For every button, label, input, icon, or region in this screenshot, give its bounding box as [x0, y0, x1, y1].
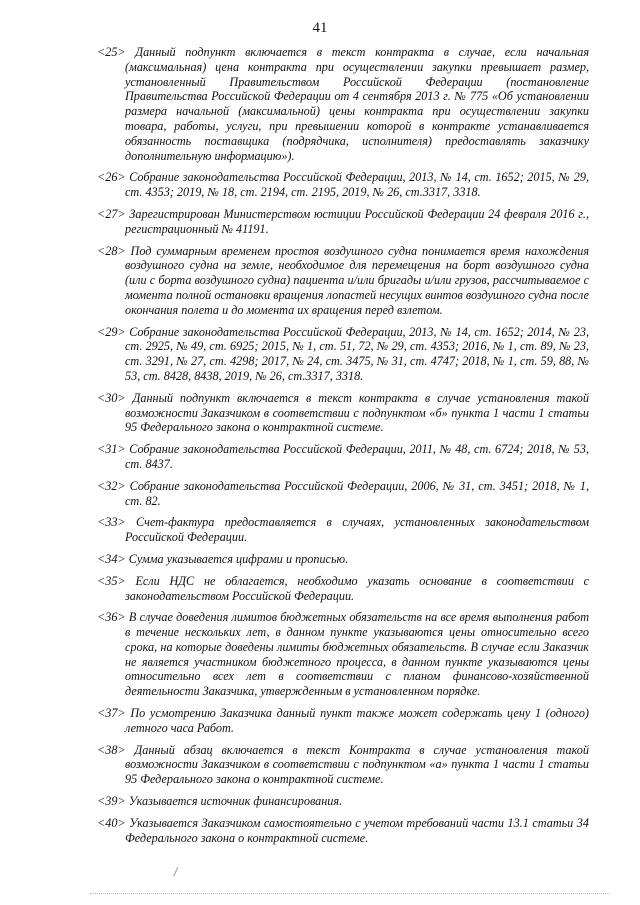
footnote-30 [97, 391, 589, 435]
footnote-34 [97, 552, 589, 567]
footnote-text: Данный подпункт включается в текст контракта в случае, если начальная (максимальная) цена контракта при осуществлении закупки превышает размер, установленный Правительством Российской Федерации (постановление Правительства Российской Федерации от 4 сентября 2013 г. № 775 «Об установлении размера начальной (максимальной) цены контракта при осуществлении закупки товара, работы, услуги, при превышении которой в контракте устанавливается обязанность поставщика (подрядчика, исполнителя) предоставлять заказчику дополнительную информацию»). [125, 45, 590, 163]
footnote-text: Счет-фактура предоставляется в случаях, установленных законодательством Российской Федерации. [125, 515, 589, 545]
footnote-text: Указывается Заказчиком самостоятельно с учетом требований части 13.1 статьи 34 Федерального закона о контрактной системе. [125, 815, 589, 845]
footnote-text: Под суммарным временем простоя воздушного судна понимается время нахождения воздушного судна на земле, необходимое для перемещения на борт воздушного судна (или с борта воздушного судна) пациента и/или бригады и/или грузов, рассчитываемое с момента полной остановки вращения лопастей несущих винтов воздушного судна после окончания полета и до момента их вращения перед взлетом. [125, 243, 589, 317]
footnote-marker: <26> [97, 170, 126, 185]
scan-artifact-mark [173, 867, 184, 879]
footnote-marker: <35> [97, 573, 126, 588]
footnote-36 [97, 610, 589, 699]
footnote-text: Указывается источник финансирования. [128, 794, 343, 809]
footnote-text: По усмотрению Заказчика данный пункт также может содержать цену 1 (одного) летного часа Работ. [125, 706, 589, 735]
footnote-marker: <32> [97, 478, 126, 493]
footnote-32 [97, 479, 589, 509]
footnote-marker: <28> [97, 243, 126, 258]
footnote-text: Зарегистрирован Министерством юстиции Российской Федерации 24 февраля 2016 г., регистрационный № 41191. [125, 206, 589, 236]
footnote-marker: <40> [97, 815, 126, 830]
footnote-marker: <27> [97, 206, 126, 221]
footnote-39 [97, 794, 589, 809]
footnote-marker: <30> [97, 390, 126, 405]
footnote-40 [97, 816, 589, 846]
footnote-38 [97, 743, 589, 787]
footnote-text: Собрание законодательства Российской Федерации, 2013, № 14, ст. 1652; 2015, № 29, ст. 4353; 2019, № 18, ст. 2194, ст. 2195, 2019, № 26, ст.3317, 3318. [125, 170, 589, 200]
footnote-26 [97, 170, 589, 200]
footnote-31 [97, 442, 589, 472]
footnote-25 [97, 45, 589, 163]
footnote-27 [97, 207, 589, 237]
footnote-marker: <25> [97, 45, 126, 59]
footnote-text: Если НДС не облагается, необходимо указать основание в соответствии с законодательством Российской Федерации. [125, 573, 589, 603]
footnote-37 [97, 706, 589, 736]
footnote-text: Данный подпункт включается в текст контракта в случае установления такой возможности Заказчиком в соответствии с подпунктом «б» пункта 1 части 1 статьи 95 Федерального закона о контрактной системе. [125, 390, 589, 435]
footnote-marker: <31> [97, 442, 126, 457]
page-number: 41 [312, 20, 328, 36]
footnote-marker: <34> [97, 551, 126, 566]
footnote-33 [97, 515, 589, 545]
footnote-text: Сумма указывается цифрами и прописью. [128, 551, 349, 566]
footnote-text: Собрание законодательства Российской Федерации, 2013, № 14, ст. 1652; 2014, № 23, ст. 2925, № 49, ст. 6925; 2015, № 1, ст. 51, 72, № 29, ст. 4353; 2016, № 1, ст. 89, № 23, ст. 3291, № 27, ст. 4298; 2017, № 24, ст. 3475, № 31, ст. 4747; 2018, № 1, ст. 59, 88, № 53, ст. 8428, 8438, 2019, № 26, ст.3317, 3318. [125, 324, 589, 383]
footnote-marker: <39> [97, 794, 126, 809]
footnote-marker: <29> [97, 324, 126, 339]
footnote-text: Данный абзац включается в текст Контракта в случае установления такой возможности Заказчиком в соответствии с подпунктом «а» пункта 1 части 1 статьи 95 Федерального закона о контрактной системе. [125, 742, 589, 787]
footnotes-list [97, 45, 589, 852]
footnote-text: Собрание законодательства Российской Федерации, 2011, № 48, ст. 6724; 2018, № 53, ст. 8437. [125, 442, 589, 471]
footnote-text: В случае доведения лимитов бюджетных обязательств на все время выполнения работ в течение нескольких лет, в данном пункте указываются цены относительно всего срока, на которые доведены лимиты бюджетных обязательств. В случае если Заказчик не является участником бюджетного процесса, в данном пункте указываются цены относительно всех лет в соответствии с планом финансово-хозяйственной деятельности Заказчика, утвержденным в установленном порядке. [125, 610, 589, 699]
footnote-marker: <33> [97, 515, 126, 530]
footnote-marker: <38> [97, 742, 126, 757]
footnote-29 [97, 325, 589, 384]
footnote-text: Собрание законодательства Российской Федерации, 2006, № 31, ст. 3451; 2018, № 1, ст. 82. [125, 478, 589, 508]
scan-artifact-line [90, 893, 610, 897]
footnote-35 [97, 574, 589, 604]
footnote-marker: <37> [97, 706, 126, 721]
footnote-marker: <36> [97, 610, 126, 625]
footnote-28 [97, 244, 589, 318]
